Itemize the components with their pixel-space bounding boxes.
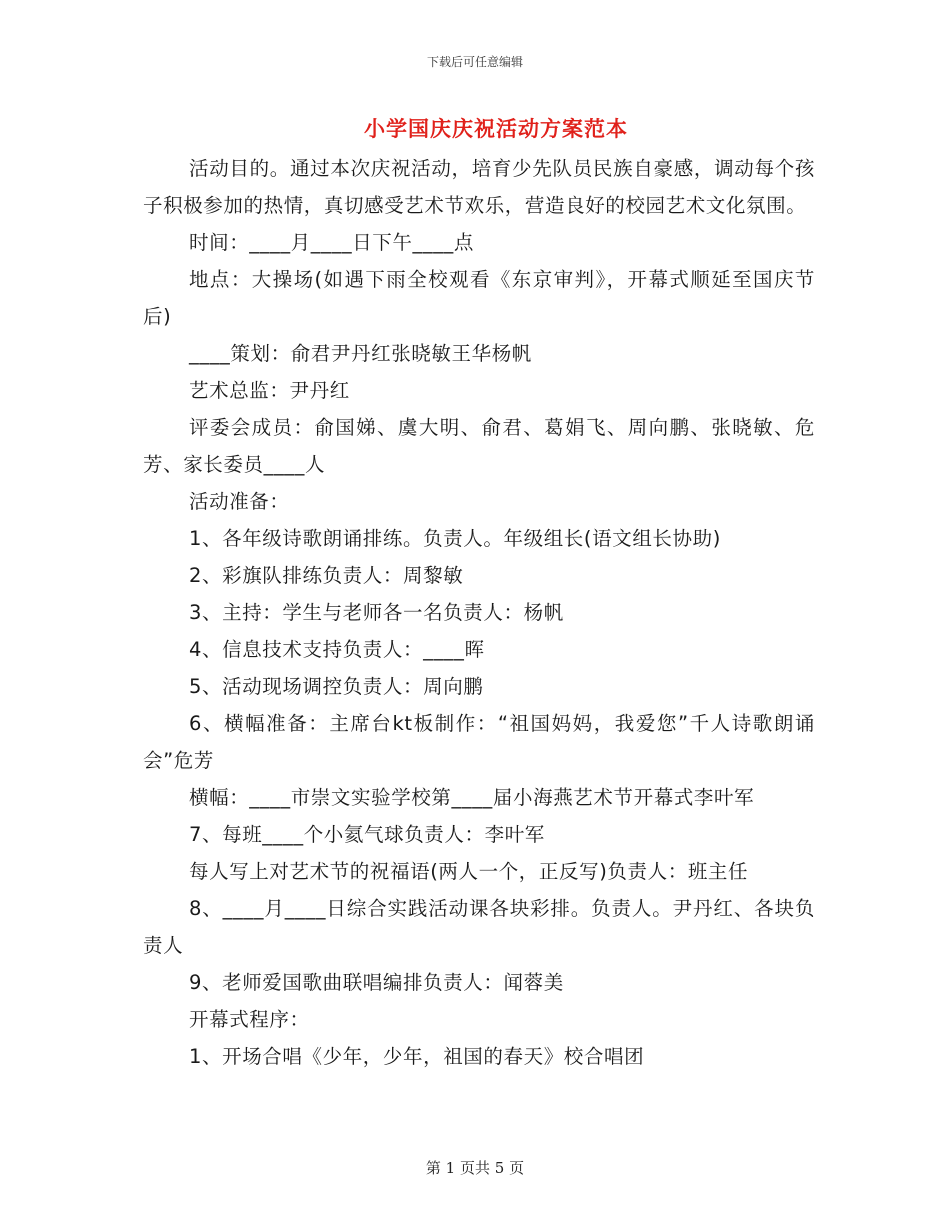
page-footer: 第 1 页共 5 页 — [425, 1159, 525, 1177]
paragraph-prep-item-5: 5、活动现场调控负责人：周向鹏 — [189, 675, 484, 698]
paragraph-prep-item-6: 6、横幅准备：主席台kt板制作：“祖国妈妈，我爱您”千人诗歌朗诵会”危芳 — [143, 712, 815, 772]
paragraph-prep-item-4: 4、信息技术支持负责人：____晖 — [189, 638, 485, 661]
paragraph-prep-item-1: 1、各年级诗歌朗诵排练。负责人。年级组长(语文组长协助) — [189, 527, 721, 550]
paragraph-banner: 横幅：____市崇文实验学校第____届小海燕艺术节开幕式李叶军 — [189, 786, 755, 809]
paragraph-prep-item-9: 9、老师爱国歌曲联唱编排负责人：闻蓉美 — [189, 971, 564, 994]
paragraph-prep-item-2: 2、彩旗队排练负责人：周黎敏 — [189, 564, 464, 587]
paragraph-location: 地点：大操场(如遇下雨全校观看《东京审判》，开幕式顺延至国庆节后) — [143, 268, 815, 328]
paragraph-prep-item-3: 3、主持：学生与老师各一名负责人：杨帆 — [189, 601, 564, 624]
paragraph-wishes: 每人写上对艺术节的祝福语(两人一个，正反写)负责人：班主任 — [189, 860, 749, 883]
paragraph-time: 时间：____月____日下午____点 — [189, 231, 474, 254]
document-body — [143, 150, 815, 1075]
paragraph-planning: ____策划：俞君尹丹红张晓敏王华杨帆 — [189, 342, 532, 365]
document-title: 小学国庆庆祝活动方案范本 — [364, 116, 628, 141]
paragraph-purpose: 活动目的。通过本次庆祝活动，培育少先队员民族自豪感，调动每个孩子积极参加的热情，真切感受艺术节欢乐，营造良好的校园艺术文化氛围。 — [143, 157, 815, 217]
paragraph-prep-item-8: 8、____月____日综合实践活动课各块彩排。负责人。尹丹红、各块负责人 — [143, 897, 815, 957]
paragraph-art-director: 艺术总监：尹丹红 — [189, 379, 350, 402]
paragraph-judges: 评委会成员：俞国娣、虞大明、俞君、葛娟飞、周向鹏、张晓敏、危芳、家长委员____人 — [143, 416, 815, 476]
paragraph-prep-item-7: 7、每班____个小氦气球负责人：李叶军 — [189, 823, 545, 846]
paragraph-program-item-1: 1、开场合唱《少年，少年，祖国的春天》校合唱团 — [189, 1045, 645, 1068]
paragraph-opening-program-heading: 开幕式程序： — [189, 1008, 310, 1031]
paragraph-preparation-heading: 活动准备： — [189, 490, 290, 513]
page-header: 下载后可任意编辑 — [426, 55, 523, 69]
